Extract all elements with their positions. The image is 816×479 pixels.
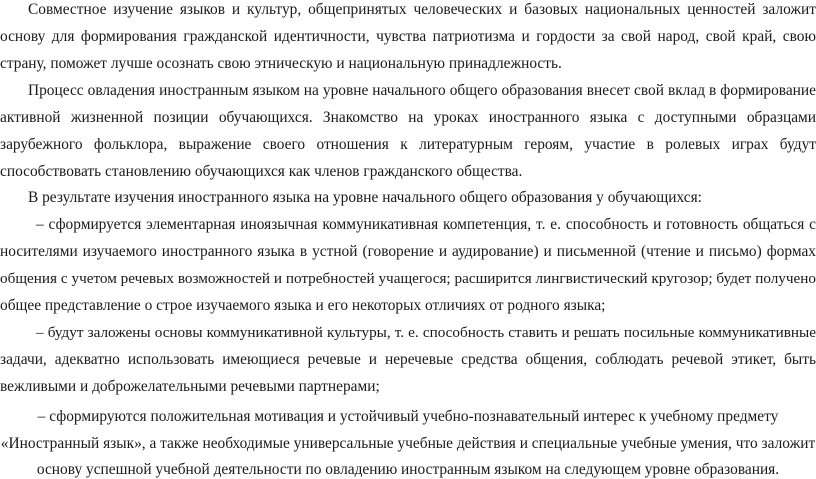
- paragraph-line: способствовать становлению обучающихся как членов гражданского общества.: [0, 163, 523, 180]
- list-item-line: – сформируются положительная мотивация и устойчивый учебно-познавательный интерес к учебному предмету: [37, 408, 779, 425]
- list-item-line: общения с учетом речевых возможностей и потребностей учащегося; расширится лингвистический кругозор; будет получено: [0, 270, 816, 287]
- list-item-line: носителями изучаемого иностранного языка в устной (говорение и аудирование) и письменной (чтение и письмо) формах: [0, 243, 816, 260]
- list-item-line: «Иностранный язык», а также необходимые универсальные учебные действия и специальные учебные умения, что заложит: [0, 435, 816, 452]
- paragraph-line: Совместное изучение языков и культур, общепринятых человеческих и базовых национальных ценностей заложит: [28, 1, 816, 18]
- paragraph-line: основу для формирования гражданской идентичности, чувства патриотизма и гордости за свой народ, свой край, свою: [0, 28, 816, 45]
- paragraph-line: зарубежного фольклора, выражение своего отношения к литературным героям, участие в ролевых играх будут: [0, 136, 816, 153]
- list-item-line: – сформируется элементарная иноязычная коммуникативная компетенция, т. е. способность и готовность общаться с: [36, 216, 816, 233]
- list-item-line: основу успешной учебной деятельности по овладению иностранным языком на следующем уровне образования.: [36, 461, 780, 478]
- paragraph-line: активной жизненной позиции обучающихся. Знакомство на уроках иностранного языка с доступными образцами: [0, 109, 816, 126]
- paragraph-line: страну, поможет лучше осознать свою этническую и национальную принадлежность.: [0, 55, 562, 72]
- list-item-line: общее представление о строе изучаемого языка и его некоторых отличиях от родного языка;: [0, 297, 606, 314]
- list-item-line: вежливыми и доброжелательными речевыми партнерами;: [0, 378, 380, 395]
- list-item-line: задачи, адекватно использовать имеющиеся речевые и неречевые средства общения, соблюдать речевой этикет, быть: [0, 351, 816, 368]
- list-item-line: – будут заложены основы коммуникативной культуры, т. е. способность ставить и решать посильные коммуникативные: [36, 324, 816, 341]
- paragraph-line: Процесс овладения иностранным языком на уровне начального общего образования внесет свой вклад в формирование: [28, 82, 816, 99]
- paragraph-line: В результате изучения иностранного языка на уровне начального общего образования у обучающихся:: [28, 189, 702, 206]
